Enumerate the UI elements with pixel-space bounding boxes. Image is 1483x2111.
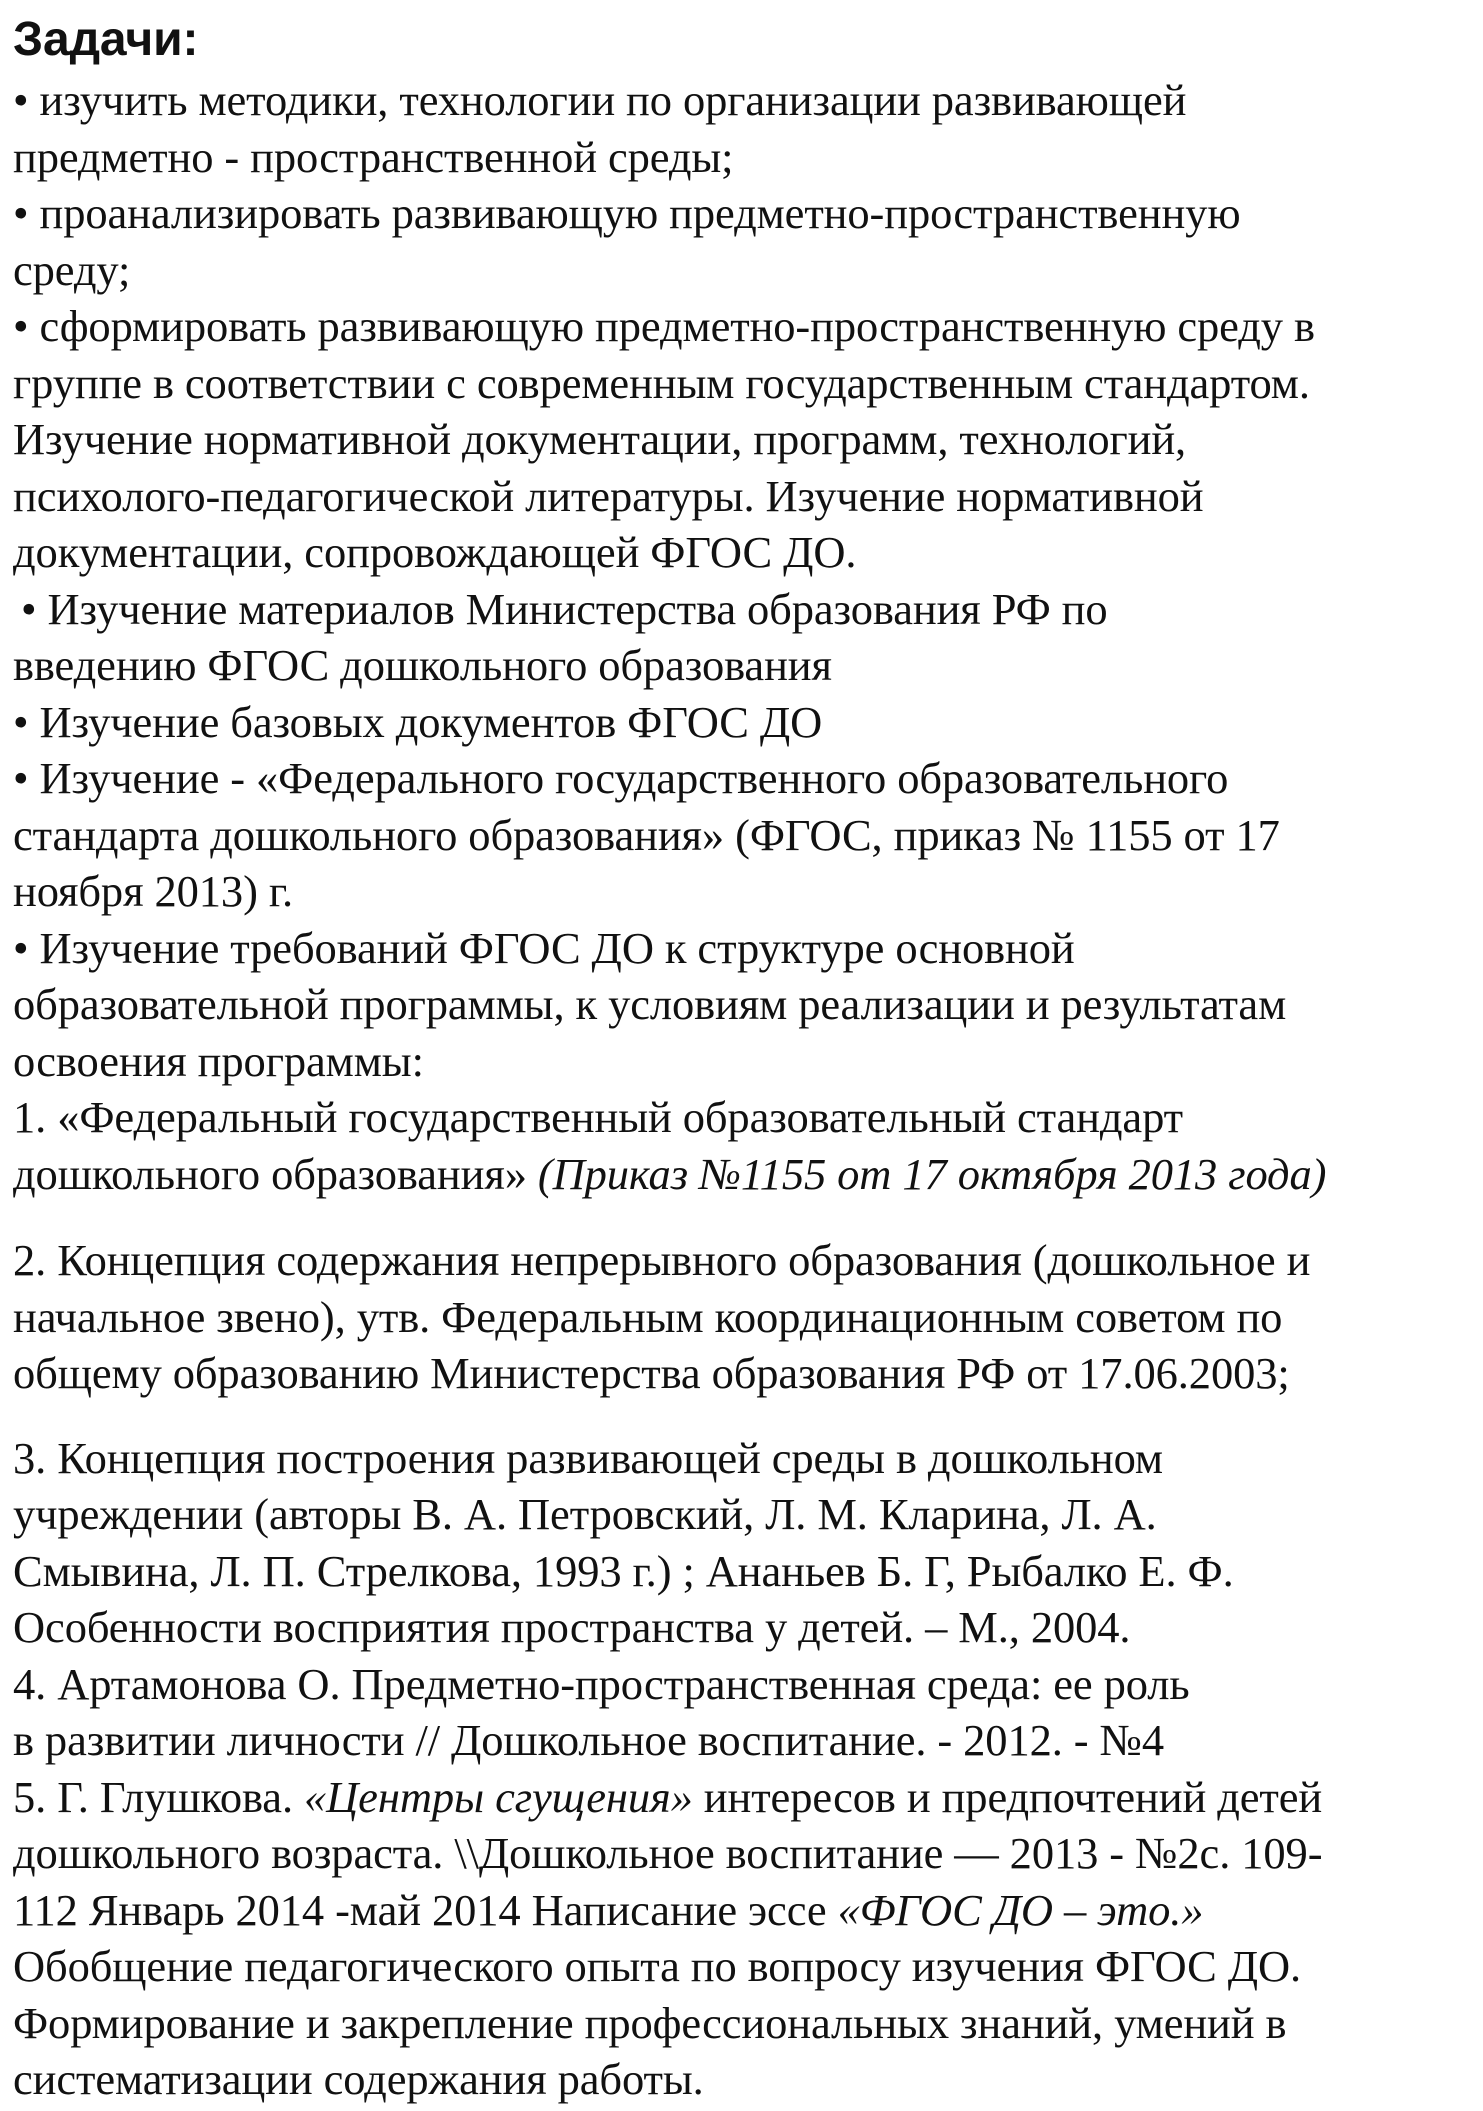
document-page	[13, 8, 1475, 2108]
reference-2	[13, 1232, 1475, 1402]
reference-5-line-1	[13, 1769, 1475, 1826]
reference-3-line-4: Особенности восприятия пространства у детей. – М., 2004.	[13, 1602, 1131, 1652]
study-line-10: • Изучение требований ФГОС ДО к структуре основной	[13, 922, 1075, 973]
reference-5-pages: 112 Январь 2014 -май 2014 Написание эссе	[13, 1884, 838, 1935]
task-item-1-line-2: предметно - пространственной среды;	[13, 131, 734, 182]
study-line-1: Изучение нормативной документации, программ, технологий,	[13, 414, 1187, 464]
reference-2-line-2: начальное звено), утв. Федеральным координационным советом по	[13, 1291, 1283, 1342]
reference-5-line-3	[13, 1882, 1475, 1939]
reference-3-line-2: учреждении (авторы В. А. Петровский, Л. М. Кларина, Л. А.	[13, 1489, 1157, 1539]
reference-3-line-3: Смывина, Л. П. Стрелкова, 1993 г.) ; Ананьев Б. Г, Рыбалко Е. Ф.	[13, 1545, 1234, 1596]
study-line-9: ноября 2013) г.	[13, 866, 293, 916]
reference-4-line-2: в развитии личности // Дошкольное воспитание. - 2012. - №4	[13, 1715, 1165, 1765]
reference-1	[13, 1089, 1475, 1202]
reference-1-title-end: дошкольного образования»	[13, 1148, 538, 1199]
tasks-list	[13, 72, 1475, 411]
reference-1-line-2	[13, 1146, 1475, 1203]
reference-4	[13, 1656, 1475, 1769]
reference-1-line-1: 1. «Федеральный государственный образовательный стандарт	[13, 1092, 1183, 1142]
reference-5-title-rest: интересов и предпочтений детей	[692, 1771, 1323, 1822]
reference-5-title: «Центры сгущения»	[304, 1771, 693, 1822]
task-item-3-line-1: • сформировать развивающую предметно-пространственную среду в	[13, 301, 1315, 351]
reference-5-essay-title: «ФГОС ДО – это.»	[837, 1884, 1204, 1935]
study-line-2: психолого-педагогической литературы. Изучение нормативной	[13, 470, 1204, 521]
task-item-1-line-1: • изучить методики, технологии по организации развивающей	[13, 75, 1187, 125]
heading-tasks: Задачи:	[13, 13, 199, 66]
reference-5-line-2: дошкольного возраста. \\Дошкольное воспитание — 2013 - №2с. 109-	[13, 1828, 1323, 1878]
study-line-7: • Изучение - «Федерального государственного образовательного	[13, 753, 1229, 803]
task-item-2-line-1: • проанализировать развивающую предметно-пространственную	[13, 188, 1241, 238]
reference-2-line-1: 2. Концепция содержания непрерывного образования (дошкольное и	[13, 1235, 1311, 1285]
spacer	[13, 1202, 1475, 1232]
task-item-2-line-2: среду;	[13, 244, 131, 295]
study-line-11: образовательной программы, к условиям реализации и результатам	[13, 979, 1287, 1029]
study-section	[13, 411, 1475, 1089]
reference-4-line-1: 4. Артамонова О. Предметно-пространственная среда: ее роль	[13, 1658, 1190, 1709]
study-line-4: • Изучение материалов Министерства образования РФ по	[21, 583, 1108, 634]
reference-5-line-5: Формирование и закрепление профессиональных знаний, умений в	[13, 1997, 1287, 2048]
study-line-3: документации, сопровождающей ФГОС ДО.	[13, 527, 857, 577]
task-item-3-line-2: группе в соответствии с современным государственным стандартом.	[13, 357, 1310, 408]
study-line-8: стандарта дошкольного образования» (ФГОС, приказ № 1155 от 17	[13, 809, 1280, 860]
reference-5	[13, 1769, 1475, 2108]
study-line-12: освоения программы:	[13, 1035, 424, 1086]
reference-5-line-4: Обобщение педагогического опыта по вопросу изучения ФГОС ДО.	[13, 1941, 1302, 1991]
reference-3-line-1: 3. Концепция построения развивающей среды в дошкольном	[13, 1432, 1163, 1483]
spacer	[13, 1402, 1475, 1430]
reference-3	[13, 1430, 1475, 1656]
study-line-6: • Изучение базовых документов ФГОС ДО	[13, 696, 823, 747]
reference-2-line-3: общему образованию Министерства образования РФ от 17.06.2003;	[13, 1348, 1290, 1398]
reference-5-line-6: систематизации содержания работы.	[13, 2054, 704, 2104]
reference-5-author: 5. Г. Глушкова.	[13, 1771, 304, 1822]
reference-1-order: (Приказ №1155 от 17 октября 2013 года)	[537, 1148, 1327, 1199]
study-line-5: введению ФГОС дошкольного образования	[13, 640, 832, 690]
